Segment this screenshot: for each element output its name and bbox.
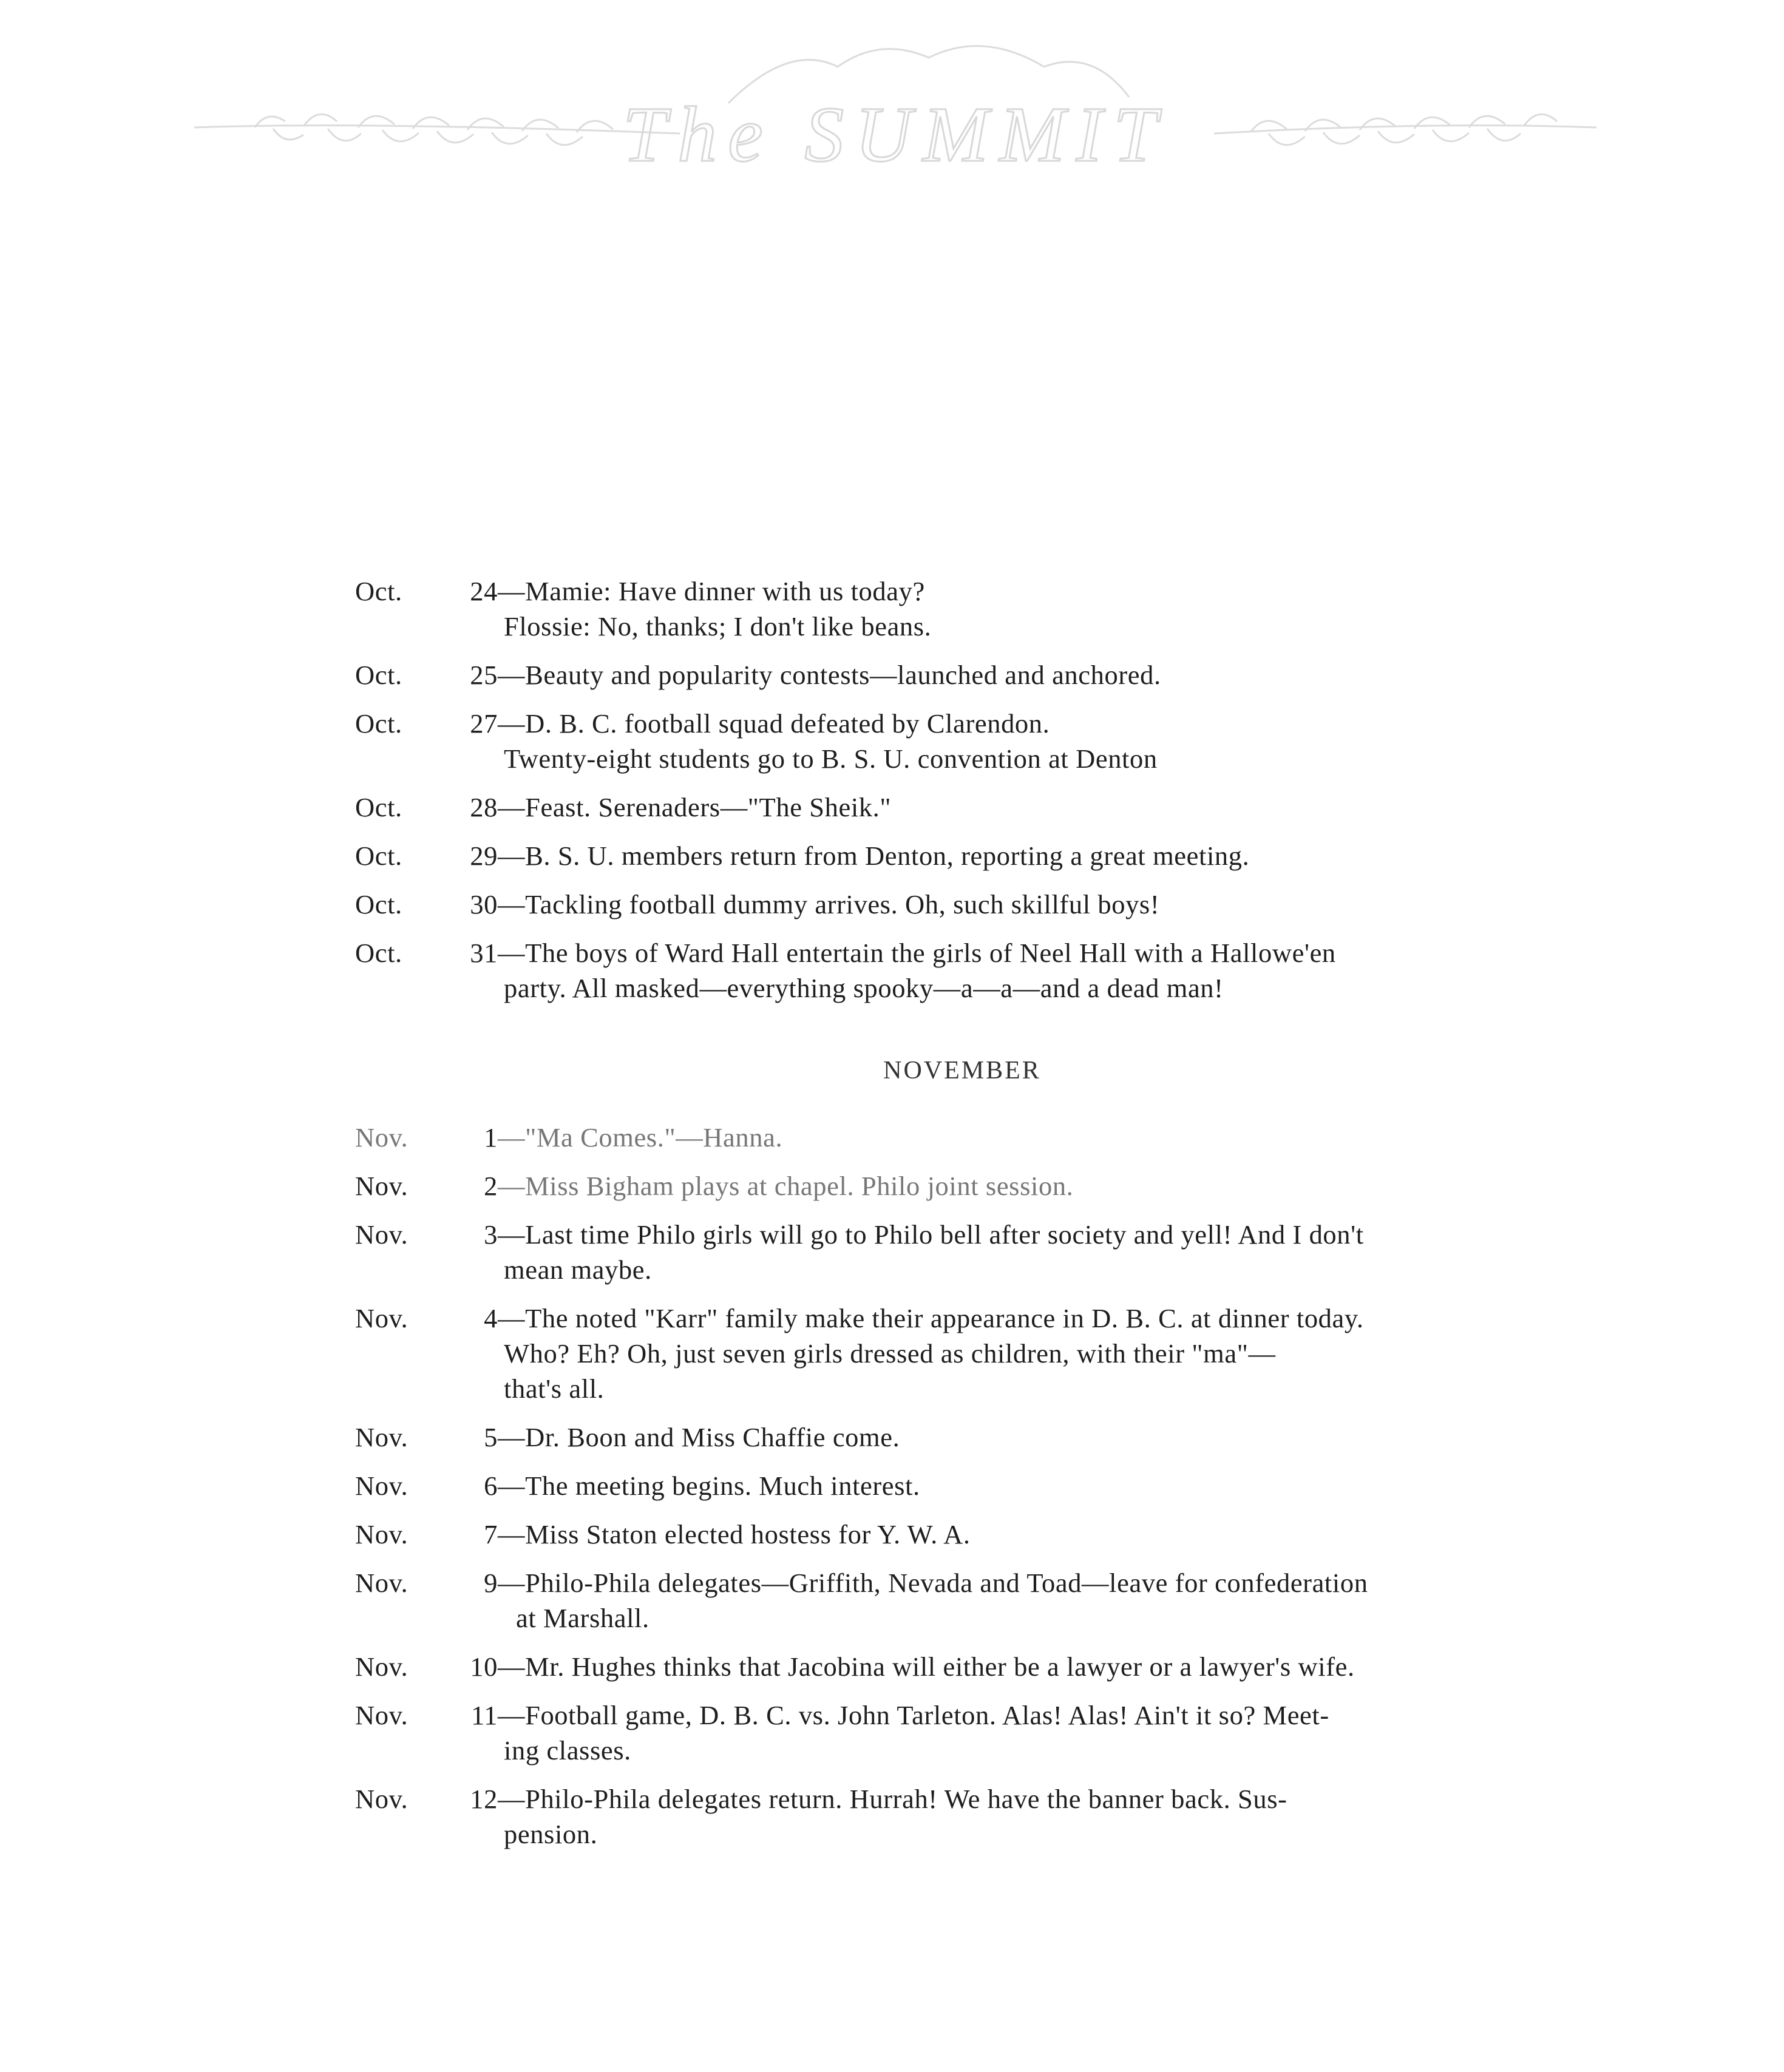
entry-day: 10: [470, 1651, 498, 1682]
entry-month: Nov.: [355, 1219, 409, 1250]
entry-day: 3: [484, 1219, 498, 1250]
diary-entry-nov-11: [355, 1698, 1569, 1768]
entry-month: Nov.: [355, 1171, 409, 1201]
entry-month: Nov.: [355, 1651, 409, 1682]
entry-day: 30: [470, 889, 498, 919]
entry-text: [498, 1168, 1569, 1204]
entry-month: Oct.: [355, 938, 402, 968]
entry-month: Nov.: [355, 1568, 409, 1598]
entry-month: Oct.: [355, 576, 402, 606]
entry-text: [498, 935, 1569, 1006]
entry-line: —Dr. Boon and Miss Chaffie come.: [498, 1422, 900, 1452]
entry-line: —Tackling football dummy arrives. Oh, such skillful boys!: [498, 889, 1160, 919]
summit-logo-text: The SUMMIT: [622, 91, 1168, 178]
entry-text: [498, 1120, 1569, 1155]
entry-month: Nov.: [355, 1700, 409, 1730]
entry-line: pension.: [504, 1819, 598, 1849]
entry-text: [498, 574, 1569, 644]
entry-text: [498, 1517, 1569, 1552]
diary-entry-oct-25: [355, 657, 1569, 692]
entry-text: [498, 1217, 1569, 1287]
entry-day: 27: [470, 708, 498, 739]
diary-entry-nov-6: [355, 1468, 1569, 1503]
entry-line: Who? Eh? Oh, just seven girls dressed as children, with their "ma"—: [504, 1338, 1276, 1369]
entry-day: 9: [484, 1568, 498, 1598]
entry-line: party. All masked—everything spooky—a—a—and a dead man!: [504, 973, 1224, 1003]
entry-text: [498, 1420, 1569, 1455]
entry-text: [498, 657, 1569, 692]
entry-text: [498, 1301, 1569, 1406]
entry-month: Oct.: [355, 660, 402, 690]
entry-day: 1: [484, 1122, 498, 1153]
entry-line: —Football game, D. B. C. vs. John Tarleton. Alas! Alas! Ain't it so? Meet-: [498, 1700, 1329, 1730]
entry-text: [498, 838, 1569, 873]
entry-day: 7: [484, 1519, 498, 1549]
entry-day: 29: [470, 841, 498, 871]
diary-entry-nov-3: [355, 1217, 1569, 1287]
summit-header-logo: [182, 30, 1609, 188]
entry-day: 2: [484, 1171, 498, 1201]
right-laurel-branch: [1214, 126, 1596, 134]
diary-entry-nov-10: [355, 1649, 1569, 1684]
entry-month: Nov.: [355, 1303, 409, 1333]
entry-day: 4: [484, 1303, 498, 1333]
entry-month: Nov.: [355, 1122, 409, 1153]
entry-line: that's all.: [504, 1373, 605, 1404]
diary-entry-nov-5: [355, 1420, 1569, 1455]
diary-entry-oct-30: [355, 887, 1569, 922]
entry-text: [498, 790, 1569, 825]
entry-month: Oct.: [355, 708, 402, 739]
entry-text: [498, 1649, 1569, 1684]
entry-month: Nov.: [355, 1471, 409, 1501]
entry-text: [498, 1781, 1569, 1852]
entry-line: at Marshall.: [516, 1603, 649, 1633]
entry-month: Nov.: [355, 1784, 409, 1814]
entry-day: 6: [484, 1471, 498, 1501]
diary-entry-nov-1: [355, 1120, 1569, 1155]
diary-entry-nov-7: [355, 1517, 1569, 1552]
diary-entry-oct-28: [355, 790, 1569, 825]
entry-text: [498, 706, 1569, 776]
entry-line: Twenty-eight students go to B. S. U. convention at Denton: [504, 743, 1158, 774]
section-heading-november: NOVEMBER: [883, 1057, 1041, 1085]
entry-line: —The noted "Karr" family make their appearance in D. B. C. at dinner today.: [498, 1303, 1364, 1333]
entry-month: Nov.: [355, 1519, 409, 1549]
entry-line: —"Ma Comes."—Hanna.: [498, 1122, 783, 1153]
entry-text: [498, 887, 1569, 922]
entry-line: —Miss Bigham plays at chapel. Philo joint session.: [498, 1171, 1074, 1201]
diary-entry-oct-27: [355, 706, 1569, 776]
entry-line: —D. B. C. football squad defeated by Clarendon.: [498, 708, 1050, 739]
entry-day: 25: [470, 660, 498, 690]
entry-line: Flossie: No, thanks; I don't like beans.: [504, 611, 932, 642]
entry-line: —The meeting begins. Much interest.: [498, 1471, 920, 1501]
entry-month: Nov.: [355, 1422, 409, 1452]
entry-day: 31: [470, 938, 498, 968]
entry-line: —Philo-Phila delegates—Griffith, Nevada and Toad—leave for confederation: [498, 1568, 1368, 1598]
entry-line: —Miss Staton elected hostess for Y. W. A.: [498, 1519, 971, 1549]
entry-line: —Mamie: Have dinner with us today?: [498, 576, 925, 606]
entry-line: —B. S. U. members return from Denton, reporting a great meeting.: [498, 841, 1250, 871]
entry-day: 11: [470, 1700, 498, 1730]
entry-month: Oct.: [355, 841, 402, 871]
entry-line: —Feast. Serenaders—"The Sheik.": [498, 792, 892, 822]
entry-day: 28: [470, 792, 498, 822]
entry-line: —Mr. Hughes thinks that Jacobina will either be a lawyer or a lawyer's wife.: [498, 1651, 1355, 1682]
entry-text: [498, 1468, 1569, 1503]
entry-line: —Last time Philo girls will go to Philo bell after society and yell! And I don't: [498, 1219, 1364, 1250]
diary-entry-nov-4: [355, 1301, 1569, 1406]
diary-entries: [355, 574, 1569, 1852]
entry-day: 5: [484, 1422, 498, 1452]
entry-line: mean maybe.: [504, 1254, 652, 1285]
diary-entry-nov-2: [355, 1168, 1569, 1204]
entry-day: 12: [470, 1784, 498, 1814]
diary-entry-oct-31: [355, 935, 1569, 1006]
entry-line: —Philo-Phila delegates return. Hurrah! We have the banner back. Sus-: [498, 1784, 1287, 1814]
entry-line: ing classes.: [504, 1735, 631, 1766]
entry-month: Oct.: [355, 889, 402, 919]
diary-entry-oct-29: [355, 838, 1569, 873]
entry-line: —The boys of Ward Hall entertain the girls of Neel Hall with a Hallowe'en: [498, 938, 1336, 968]
entry-text: [498, 1698, 1569, 1768]
diary-entry-nov-12: [355, 1781, 1569, 1852]
entry-text: [498, 1565, 1569, 1636]
entry-line: —Beauty and popularity contests—launched and anchored.: [498, 660, 1161, 690]
diary-entry-nov-9: [355, 1565, 1569, 1636]
entry-day: 24: [470, 576, 498, 606]
entry-month: Oct.: [355, 792, 402, 822]
diary-entry-oct-24: [355, 574, 1569, 644]
